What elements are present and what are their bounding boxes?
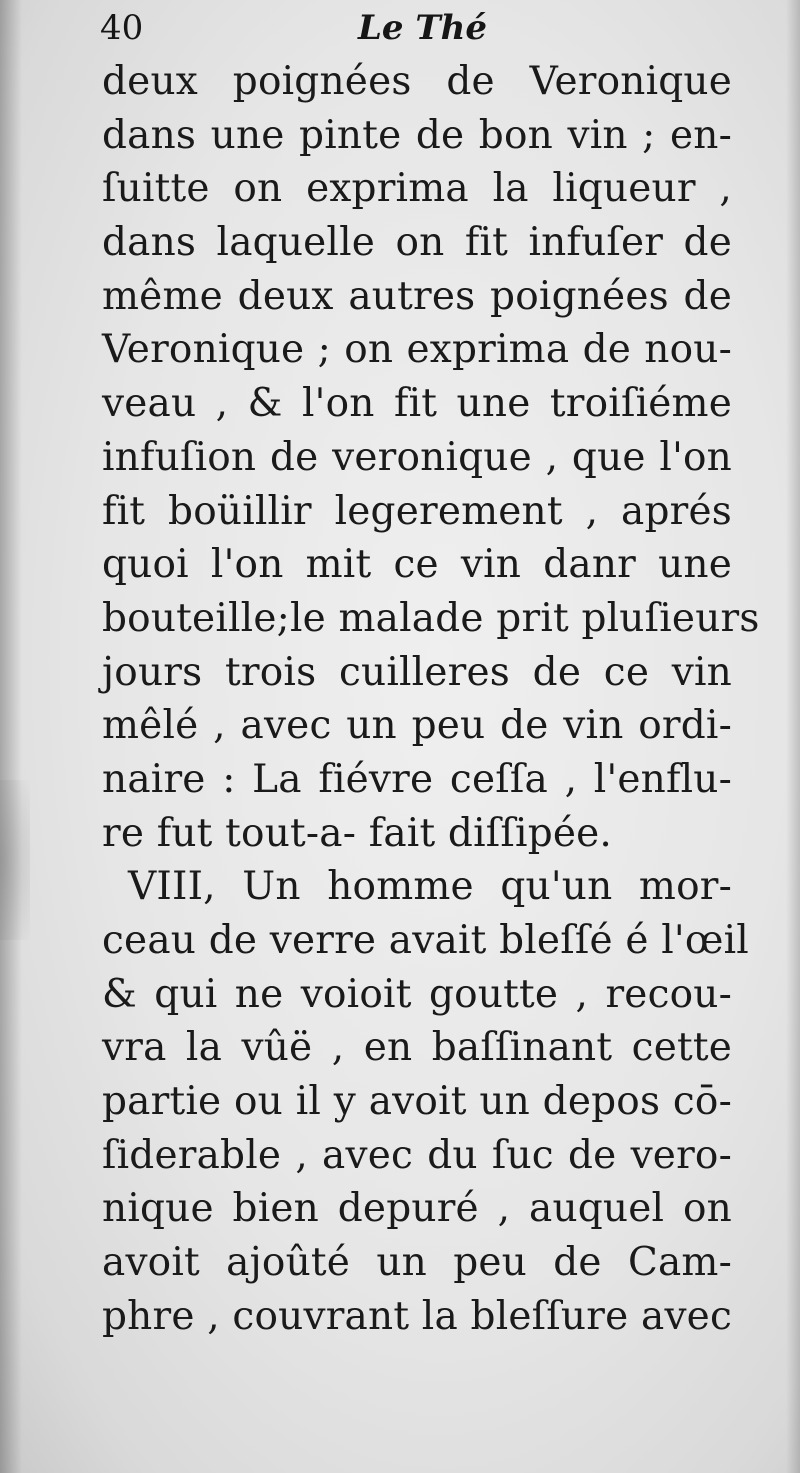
text-line: dans laquelle on fit infuſer de — [102, 220, 732, 266]
text-line: jours trois cuilleres de ce vin — [102, 649, 732, 695]
text-line: veau , & l'on fit une troiſiéme — [102, 381, 732, 427]
text-line: re fut tout-a- fait diſſipée. — [102, 810, 613, 856]
text-line: ſiderable , avec du ſuc de vero- — [102, 1132, 732, 1178]
text-line: bouteille;le malade prit pluſieurs — [102, 595, 760, 641]
text-line: & qui ne voioit goutte , recou- — [102, 971, 732, 1017]
text-line: deux poignées de Veronique — [102, 59, 732, 104]
text-line: infuſion de veronique , que l'on — [102, 434, 732, 480]
page-number: 40 — [100, 8, 144, 48]
text-line: ceau de verre avait bleſſé é l'œil — [102, 918, 749, 963]
text-line: dans une pinte de bon vin ; en- — [102, 112, 732, 158]
text-line: fit boüillir legerement , aprés — [102, 488, 732, 534]
text-line: avoit ajoûté un peu de Cam- — [102, 1240, 732, 1286]
text-line: nique bien depuré , auquel on — [102, 1186, 732, 1232]
text-line: partie ou il y avoit un depos cō- — [102, 1079, 732, 1125]
body-text — [102, 55, 760, 1344]
text-line: ſuitte on exprima la liqueur , — [102, 166, 732, 212]
page-gutter-shadow — [0, 0, 22, 1473]
paragraph-start-line: VIII, Un homme qu'un mor- — [128, 864, 732, 910]
text-line: naire : La fiévre ceſſa , l'enflu- — [102, 756, 732, 802]
text-line: même deux autres poignées de — [102, 273, 732, 319]
running-title: Le Thé — [358, 8, 488, 48]
page-header — [100, 8, 740, 52]
paper-stain — [0, 780, 30, 940]
text-line: quoi l'on mit ce vin danr une — [102, 542, 732, 588]
page-edge-shadow — [786, 0, 800, 1473]
text-line: mêlé , avec un peu de vin ordi- — [102, 703, 732, 749]
text-line: phre , couvrant la bleſſure avec — [102, 1293, 732, 1339]
text-line: Veronique ; on exprima de nou- — [102, 327, 732, 373]
text-line: vra la vûë , en baſſinant cette — [102, 1025, 732, 1071]
